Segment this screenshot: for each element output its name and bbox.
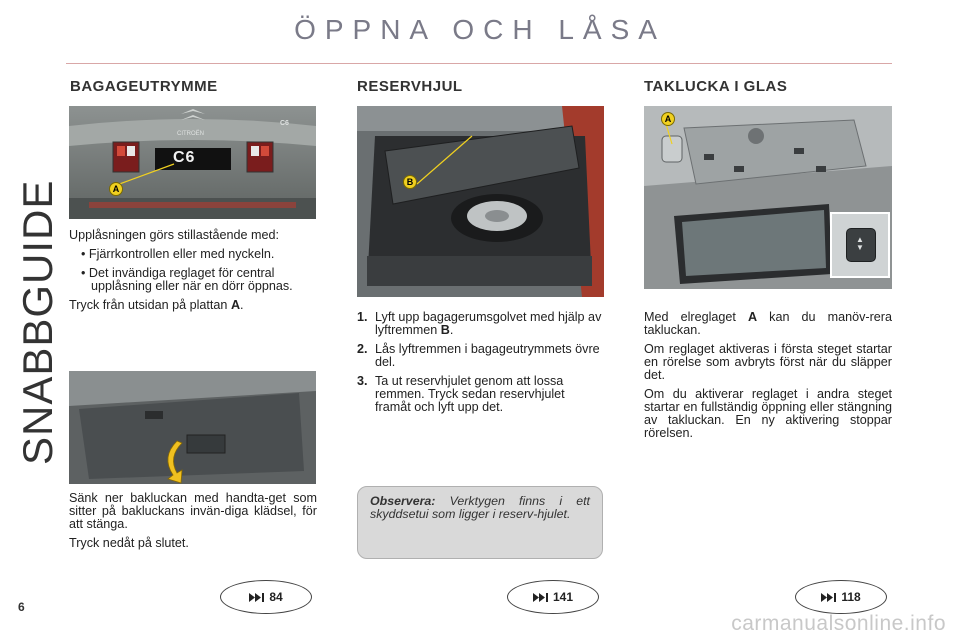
- ref-link-141[interactable]: [507, 580, 599, 614]
- callout-b-spare: B: [403, 175, 417, 189]
- photo-trunk-interior: [69, 371, 316, 484]
- skip-forward-icon: [249, 593, 265, 602]
- photo-sunroof: [644, 106, 892, 289]
- ref-141-label: 141: [552, 590, 574, 604]
- watermark: carmanualsonline.info: [731, 612, 946, 635]
- sunroof-p1: Med elreglaget A kan du manöv-rera takluckan.: [644, 310, 893, 337]
- page-title: ÖPPNA OCH LÅSA: [294, 14, 666, 45]
- ref-84-label: 84: [269, 590, 283, 604]
- sunroof-text: [644, 311, 892, 446]
- trunk-press-text: Tryck från utsidan på plattan A.: [69, 298, 244, 312]
- title-divider: [66, 63, 892, 64]
- heading-trunk: BAGAGEUTRYMME: [70, 78, 218, 95]
- heading-spare-wheel: RESERVHJUL: [357, 78, 463, 95]
- heading-sunroof: TAKLUCKA I GLAS: [644, 78, 788, 95]
- trunk-intro: Upplåsningen görs stillastående med:: [69, 228, 280, 242]
- spare-step-1: 1. Lyft upp bagagerumsgolvet med hjälp av lyftremmen B.: [357, 310, 602, 337]
- spare-step-3: 3. Ta ut reservhjulet genom att lossa remmen. Tryck sedan reservhjulet framåt och lyft upp det.: [357, 374, 565, 414]
- spare-steps: [357, 311, 603, 420]
- spare-wheel-illustration: [357, 106, 604, 297]
- photo-spare-wheel: [357, 106, 604, 297]
- photo-trunk-exterior: [69, 106, 316, 219]
- sunroof-p3: Om du aktiverar reglaget i andra steget startar en fullständig öppning eller stängning av takluckan. En ny aktivering stoppar rörelsen.: [644, 387, 892, 440]
- skip-forward-icon: [533, 593, 549, 602]
- brand-text: CITROËN: [177, 131, 204, 137]
- spare-step-2: 2. Lås lyftremmen i bagageutrymmets övre del.: [357, 342, 600, 369]
- callout-a-sunroof: A: [661, 112, 675, 126]
- note-label: Observera:: [370, 494, 436, 508]
- trunk-bullet-1: • Fjärrkontrollen eller med nyckeln.: [81, 247, 275, 261]
- sidebar-label: SNABBGUIDE: [14, 179, 61, 465]
- trunk-close-text: [69, 492, 317, 556]
- sunroof-switch: [846, 228, 876, 262]
- sunroof-p2: Om reglaget aktiveras i första steget startar en rörelse som avbryts först när du släpper det.: [644, 342, 892, 382]
- switch-arrows-icon: ▲ ▼: [856, 235, 864, 252]
- trunk-interior-illustration: [69, 371, 316, 484]
- trunk-close: Sänk ner bakluckan med handta-get som sitter på bakluckans invän-diga klädsel, för att stänga.: [69, 491, 317, 531]
- callout-a-trunk: A: [109, 182, 123, 196]
- sunroof-switch-inset: [830, 212, 890, 278]
- ref-118-label: 118: [841, 590, 861, 604]
- page-number: 6: [18, 600, 25, 614]
- license-plate-text: C6: [173, 149, 196, 166]
- trunk-bullet-2: • Det invändiga reglaget för central upplåsning eller när en dörr öppnas.: [81, 266, 293, 293]
- trunk-press-end: Tryck nedåt på slutet.: [69, 536, 189, 550]
- note-box: [357, 486, 603, 559]
- note-text: Verktygen finns i ett skyddsetui som ligger i reserv-hjulet.: [370, 494, 590, 521]
- ref-link-84[interactable]: [220, 580, 312, 614]
- skip-forward-icon: [821, 593, 837, 602]
- trunk-unlock-text: [69, 229, 317, 318]
- ref-link-118[interactable]: [795, 580, 887, 614]
- model-badge: C6: [280, 120, 289, 127]
